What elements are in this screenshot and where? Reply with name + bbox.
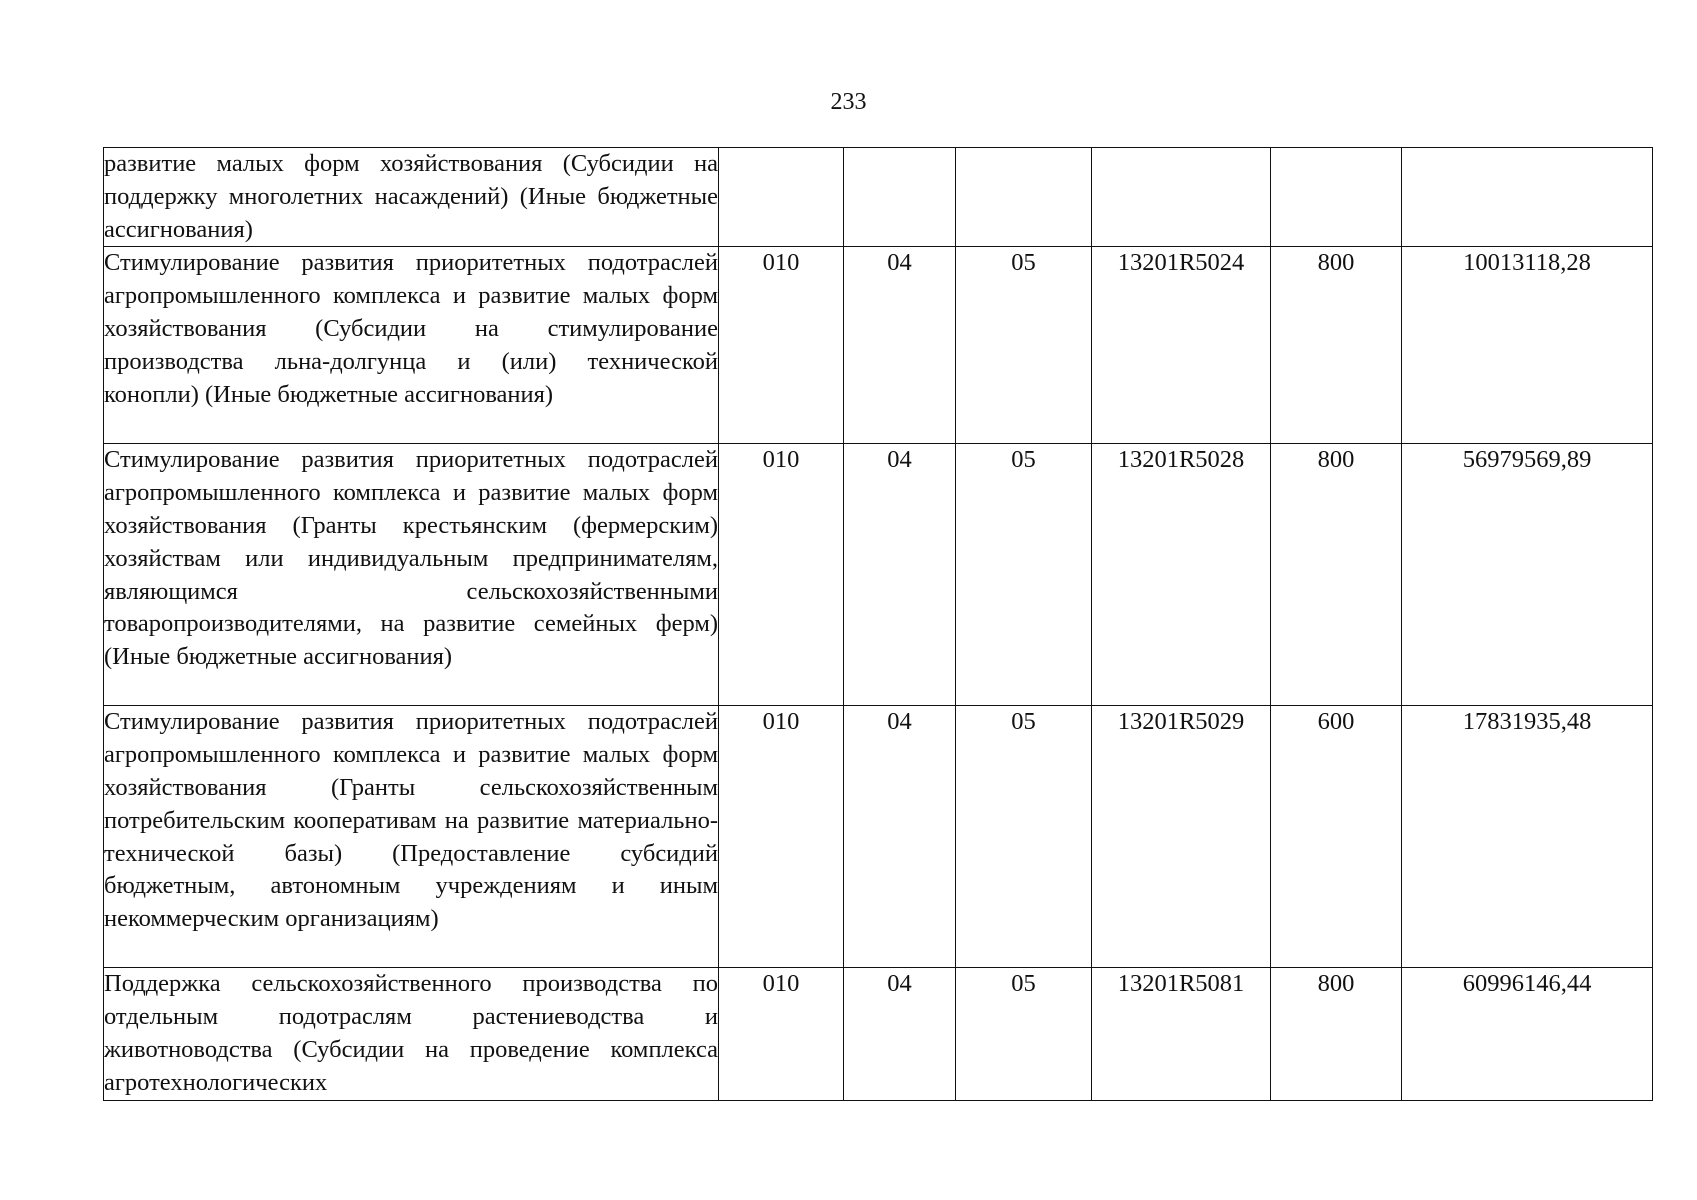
- amount-cell: 17831935,48: [1402, 706, 1653, 968]
- target-article-cell: 13201R5029: [1092, 706, 1271, 968]
- description-cell: Стимулирование развития приоритетных подотраслей агропромышленного комплекса и развитие малых форм хозяйствования (Гранты сельскохозяйственным потребительским кооперативам на развитие материально-технической базы) (Предоставление субсидий бюджетным, автономным учреждениям и иным некоммерческим организациям): [104, 706, 719, 968]
- target-article-cell: 13201R5028: [1092, 444, 1271, 706]
- description-cell: Стимулирование развития приоритетных подотраслей агропромышленного комплекса и развитие малых форм хозяйствования (Субсидии на стимулирование производства льна-долгунца и (или) технической конопли) (Иные бюджетные ассигнования): [104, 247, 719, 444]
- target-article-cell: [1092, 148, 1271, 247]
- section-code-cell: 04: [844, 247, 956, 444]
- expense-type-cell: 800: [1271, 968, 1402, 1100]
- table-row: [104, 968, 1653, 1100]
- ministry-code-cell: 010: [719, 706, 844, 968]
- subsection-code-cell: 05: [956, 444, 1092, 706]
- section-code-cell: [844, 148, 956, 247]
- table-row: [104, 247, 1653, 444]
- amount-cell: 60996146,44: [1402, 968, 1653, 1100]
- expense-type-cell: 800: [1271, 247, 1402, 444]
- expense-type-cell: [1271, 148, 1402, 247]
- ministry-code-cell: 010: [719, 247, 844, 444]
- table-row: [104, 444, 1653, 706]
- budget-table: [103, 147, 1653, 1101]
- target-article-cell: 13201R5024: [1092, 247, 1271, 444]
- table-row: [104, 706, 1653, 968]
- subsection-code-cell: 05: [956, 247, 1092, 444]
- ministry-code-cell: 010: [719, 968, 844, 1100]
- description-cell: Поддержка сельскохозяйственного производства по отдельным подотраслям растениеводства и животноводства (Субсидии на проведение комплекса агротехнологических: [104, 968, 719, 1100]
- table-row: [104, 148, 1653, 247]
- description-cell: Стимулирование развития приоритетных подотраслей агропромышленного комплекса и развитие малых форм хозяйствования (Гранты крестьянским (фермерским) хозяйствам или индивидуальным предпринимателям, являющимся сельскохозяйственными товаропроизводителями, на развитие семейных ферм) (Иные бюджетные ассигнования): [104, 444, 719, 706]
- section-code-cell: 04: [844, 968, 956, 1100]
- subsection-code-cell: 05: [956, 706, 1092, 968]
- amount-cell: [1402, 148, 1653, 247]
- page-number: 233: [830, 89, 867, 115]
- amount-cell: 10013118,28: [1402, 247, 1653, 444]
- amount-cell: 56979569,89: [1402, 444, 1653, 706]
- section-code-cell: 04: [844, 706, 956, 968]
- expense-type-cell: 600: [1271, 706, 1402, 968]
- section-code-cell: 04: [844, 444, 956, 706]
- subsection-code-cell: [956, 148, 1092, 247]
- expense-type-cell: 800: [1271, 444, 1402, 706]
- subsection-code-cell: 05: [956, 968, 1092, 1100]
- ministry-code-cell: 010: [719, 444, 844, 706]
- target-article-cell: 13201R5081: [1092, 968, 1271, 1100]
- description-cell: развитие малых форм хозяйствования (Субсидии на поддержку многолетних насаждений) (Иные бюджетные ассигнования): [104, 148, 719, 247]
- ministry-code-cell: [719, 148, 844, 247]
